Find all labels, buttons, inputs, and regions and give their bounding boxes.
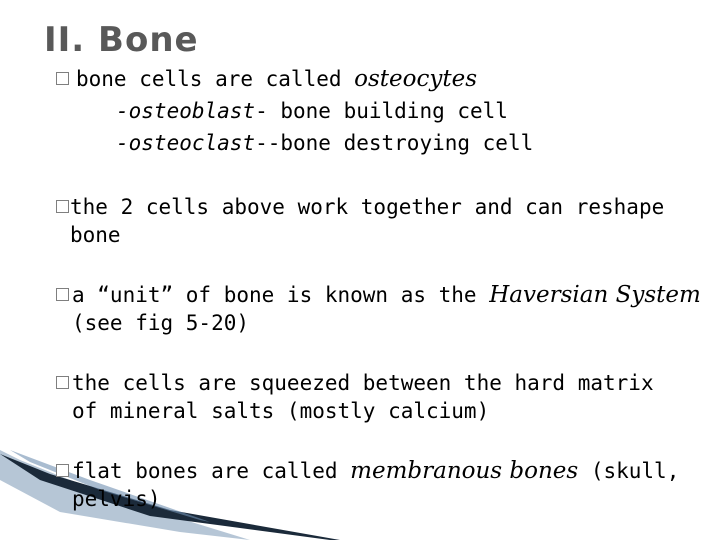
bullet-2-line-1: the 2 cells above work together and can reshape (70, 195, 665, 219)
bullet-4-line-2: of mineral salts (mostly calcium) (72, 399, 490, 423)
bullet-3-line-1: a “unit” of bone is known as the Haversian System (72, 282, 701, 308)
bullet-3-line-2: (see fig 5-20) (72, 311, 250, 335)
slide-title: II. Bone (44, 20, 199, 60)
bullet-marker-2 (56, 200, 69, 213)
bullet-5-line-2: pelvis) (72, 487, 161, 511)
bullet-4-line-1: the cells are squeezed between the hard matrix (72, 371, 654, 395)
bullet-marker-3 (56, 288, 69, 301)
bullet-1-line-1: bone cells are called osteocytes (76, 66, 478, 92)
bullet-marker-1 (56, 72, 69, 85)
bullet-2-line-2: bone (70, 223, 121, 247)
bullet-5-line-1: flat bones are called membranous bones (skull, (72, 458, 680, 484)
decorative-swoosh (0, 440, 360, 540)
bullet-marker-5 (56, 464, 69, 477)
bullet-marker-4 (56, 376, 69, 389)
bullet-1-line-3: -osteoclast--bone destroying cell (116, 131, 534, 155)
bullet-1-line-2: -osteoblast- bone building cell (116, 99, 508, 123)
